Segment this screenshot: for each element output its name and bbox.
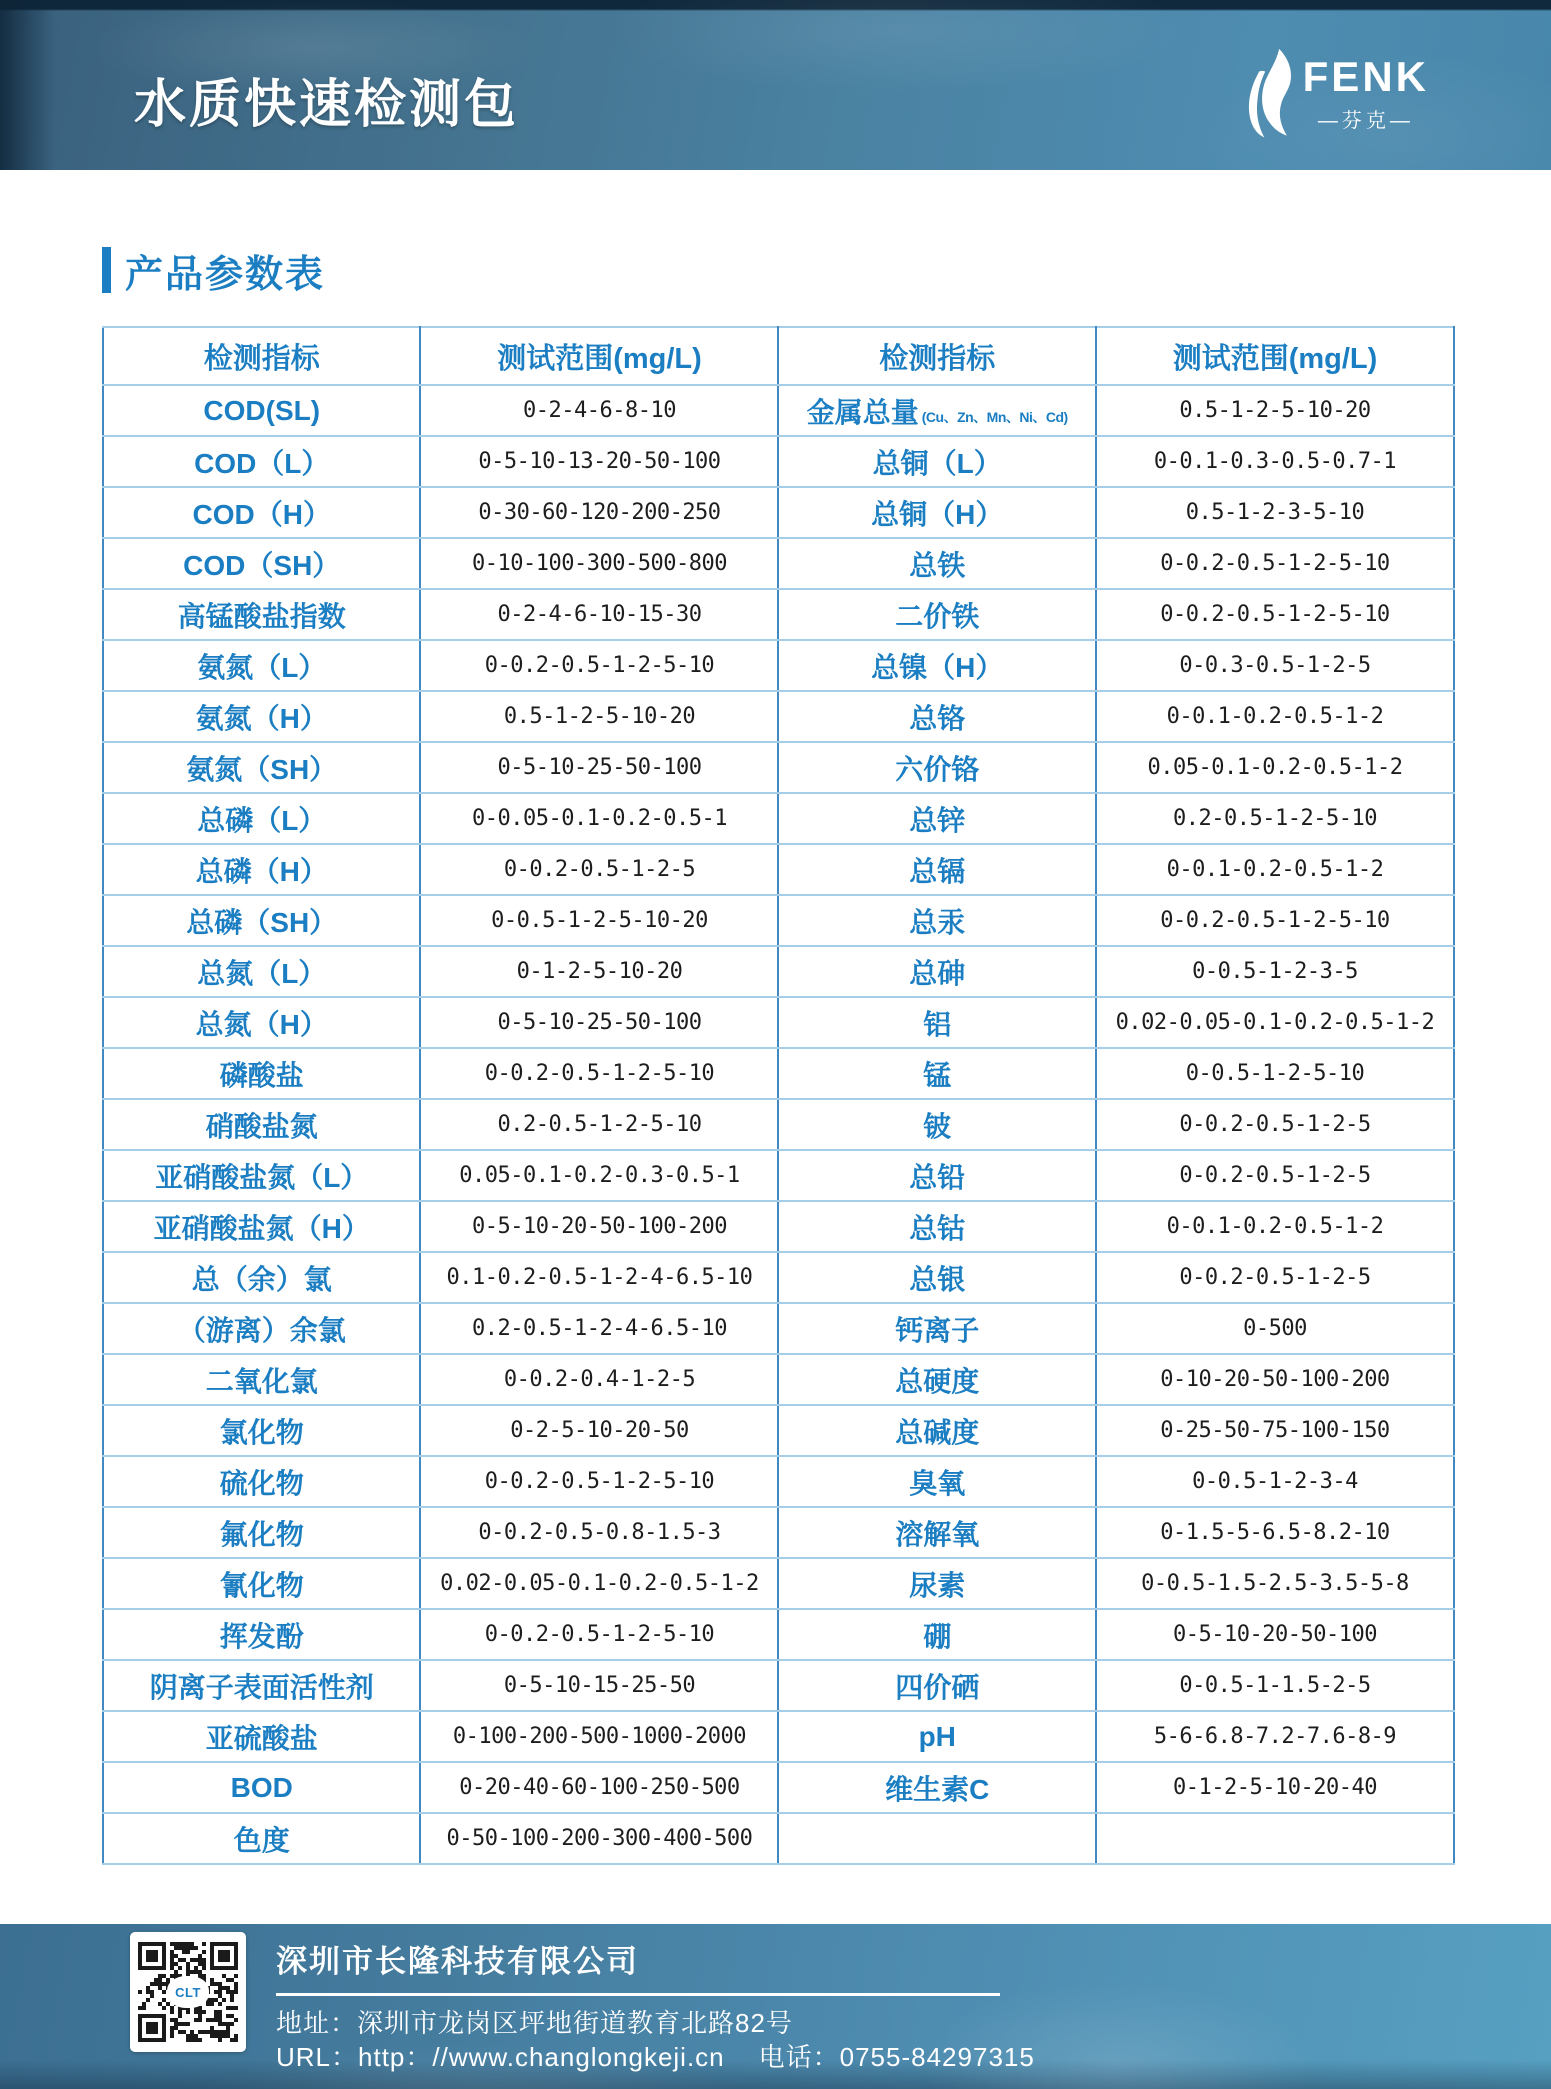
- range-cell: 0-500: [1096, 1303, 1454, 1354]
- indicator-cell: 色度: [103, 1813, 420, 1864]
- table-row: [103, 1303, 1454, 1354]
- indicator-cell: COD（H）: [103, 487, 420, 538]
- table-row: [103, 1762, 1454, 1813]
- table-row: [103, 1558, 1454, 1609]
- range-cell: 0-0.5-1-2-5-10-20: [420, 895, 778, 946]
- range-cell: 0.2-0.5-1-2-5-10: [1096, 793, 1454, 844]
- range-cell: 0-1-2-5-10-20-40: [1096, 1762, 1454, 1813]
- range-cell: 0-5-10-25-50-100: [420, 997, 778, 1048]
- range-cell: 5-6-6.8-7.2-7.6-8-9: [1096, 1711, 1454, 1762]
- indicator-cell: 总硬度: [778, 1354, 1095, 1405]
- flame-icon: [1241, 48, 1293, 140]
- table-row: [103, 1609, 1454, 1660]
- footer-banner: [0, 1924, 1551, 2089]
- indicator-cell: [778, 1813, 1095, 1864]
- table-row: [103, 691, 1454, 742]
- indicator-cell: COD（SH）: [103, 538, 420, 589]
- range-cell: 0-0.2-0.5-1-2-5-10: [420, 1609, 778, 1660]
- range-cell: 0-5-10-13-20-50-100: [420, 436, 778, 487]
- range-cell: 0-0.2-0.5-1-2-5: [1096, 1150, 1454, 1201]
- indicator-cell: 总磷（SH）: [103, 895, 420, 946]
- address-line: 地址：深圳市龙岗区坪地街道教育北路82号: [276, 2008, 793, 2038]
- table-row: [103, 1048, 1454, 1099]
- table-row: [103, 1405, 1454, 1456]
- indicator-cell: 总镉: [778, 844, 1095, 895]
- logo-name: FENK: [1302, 52, 1429, 100]
- table-row: [103, 640, 1454, 691]
- qr-code: [130, 1932, 246, 2052]
- range-cell: 0-0.5-1-2-3-4: [1096, 1456, 1454, 1507]
- range-cell: 0-2-4-6-8-10: [420, 385, 778, 436]
- range-cell: 0-1.5-5-6.5-8.2-10: [1096, 1507, 1454, 1558]
- table-row: [103, 1711, 1454, 1762]
- table-row: [103, 589, 1454, 640]
- range-cell: 0-0.2-0.5-1-2-5-10: [1096, 538, 1454, 589]
- table-row: [103, 436, 1454, 487]
- indicator-cell: BOD: [103, 1762, 420, 1813]
- section-title-block: [102, 244, 1455, 296]
- footer-content: [0, 1924, 1551, 2075]
- indicator-cell: 氰化物: [103, 1558, 420, 1609]
- indicator-cell: 总磷（L）: [103, 793, 420, 844]
- indicator-cell: pH: [778, 1711, 1095, 1762]
- indicator-cell: 尿素: [778, 1558, 1095, 1609]
- indicator-cell: 挥发酚: [103, 1609, 420, 1660]
- indicator-cell: 氨氮（SH）: [103, 742, 420, 793]
- indicator-cell: 氨氮（L）: [103, 640, 420, 691]
- indicator-cell: 总镍（H）: [778, 640, 1095, 691]
- brand-logo: [1241, 48, 1429, 140]
- table-row: [103, 1252, 1454, 1303]
- indicator-cell: 亚硝酸盐氮（L）: [103, 1150, 420, 1201]
- range-cell: 0.02-0.05-0.1-0.2-0.5-1-2: [420, 1558, 778, 1609]
- range-cell: 0-0.05-0.1-0.2-0.5-1: [420, 793, 778, 844]
- range-cell: 0-25-50-75-100-150: [1096, 1405, 1454, 1456]
- range-cell: 0.5-1-2-3-5-10: [1096, 487, 1454, 538]
- range-cell: 0-5-10-20-50-100-200: [420, 1201, 778, 1252]
- range-cell: 0-20-40-60-100-250-500: [420, 1762, 778, 1813]
- indicator-cell: 氯化物: [103, 1405, 420, 1456]
- range-cell: 0-0.2-0.5-1-2-5: [1096, 1252, 1454, 1303]
- table-row: [103, 487, 1454, 538]
- indicator-cell: 四价硒: [778, 1660, 1095, 1711]
- indicator-cell: 亚硫酸盐: [103, 1711, 420, 1762]
- table-row: [103, 895, 1454, 946]
- indicator-cell: 亚硝酸盐氮（H）: [103, 1201, 420, 1252]
- indicator-cell: 金属总量 (Cu、Zn、Mn、Ni、Cd): [778, 385, 1095, 436]
- range-cell: 0.2-0.5-1-2-5-10: [420, 1099, 778, 1150]
- indicator-cell: 维生素C: [778, 1762, 1095, 1813]
- range-cell: 0.05-0.1-0.2-0.5-1-2: [1096, 742, 1454, 793]
- indicator-cell: 总钴: [778, 1201, 1095, 1252]
- indicator-cell: 总铁: [778, 538, 1095, 589]
- table-row: [103, 946, 1454, 997]
- column-header: 检测指标: [103, 327, 420, 385]
- range-cell: 0-0.1-0.2-0.5-1-2: [1096, 691, 1454, 742]
- section-title: 产品参数表: [125, 253, 326, 296]
- footer-texts: [276, 1932, 1035, 2075]
- indicator-cell: 总铬: [778, 691, 1095, 742]
- range-cell: 0.2-0.5-1-2-4-6.5-10: [420, 1303, 778, 1354]
- indicator-cell: 总磷（H）: [103, 844, 420, 895]
- range-cell: 0-0.2-0.5-0.8-1.5-3: [420, 1507, 778, 1558]
- section-title-bar: [102, 247, 111, 293]
- indicator-cell: 钙离子: [778, 1303, 1095, 1354]
- indicator-cell: 总汞: [778, 895, 1095, 946]
- table-row: [103, 793, 1454, 844]
- table-row: [103, 1813, 1454, 1864]
- range-cell: 0-30-60-120-200-250: [420, 487, 778, 538]
- table-row: [103, 997, 1454, 1048]
- table-body: [103, 385, 1454, 1864]
- indicator-cell: 总锌: [778, 793, 1095, 844]
- indicator-cell: 氟化物: [103, 1507, 420, 1558]
- range-cell: 0-0.1-0.3-0.5-0.7-1: [1096, 436, 1454, 487]
- range-cell: 0.1-0.2-0.5-1-2-4-6.5-10: [420, 1252, 778, 1303]
- indicator-cell: 总铅: [778, 1150, 1095, 1201]
- indicator-cell: 硝酸盐氮: [103, 1099, 420, 1150]
- range-cell: 0-0.1-0.2-0.5-1-2: [1096, 844, 1454, 895]
- range-cell: 0-0.2-0.5-1-2-5-10: [420, 640, 778, 691]
- range-cell: 0-0.1-0.2-0.5-1-2: [1096, 1201, 1454, 1252]
- indicator-cell: 总氮（L）: [103, 946, 420, 997]
- indicator-cell: （游离）余氯: [103, 1303, 420, 1354]
- column-header: 测试范围(mg/L): [1096, 327, 1454, 385]
- indicator-cell: 总砷: [778, 946, 1095, 997]
- indicator-cell: 溶解氧: [778, 1507, 1095, 1558]
- table-row: [103, 1507, 1454, 1558]
- range-cell: 0-0.2-0.4-1-2-5: [420, 1354, 778, 1405]
- column-header: 测试范围(mg/L): [420, 327, 778, 385]
- indicator-cell: 总氮（H）: [103, 997, 420, 1048]
- indicator-cell: 氨氮（H）: [103, 691, 420, 742]
- indicator-cell: 总铜（L）: [778, 436, 1095, 487]
- indicator-cell: 六价铬: [778, 742, 1095, 793]
- indicator-cell: 总铜（H）: [778, 487, 1095, 538]
- qr-center-logo: CLT: [167, 1976, 209, 2008]
- range-cell: 0-10-100-300-500-800: [420, 538, 778, 589]
- logo-text-block: [1302, 52, 1429, 133]
- range-cell: 0-0.5-1-2-5-10: [1096, 1048, 1454, 1099]
- range-cell: 0-0.5-1.5-2.5-3.5-5-8: [1096, 1558, 1454, 1609]
- indicator-cell: 磷酸盐: [103, 1048, 420, 1099]
- indicator-cell: 二氧化氯: [103, 1354, 420, 1405]
- range-cell: 0-5-10-20-50-100: [1096, 1609, 1454, 1660]
- column-header: 检测指标: [778, 327, 1095, 385]
- range-cell: 0-2-5-10-20-50: [420, 1405, 778, 1456]
- range-cell: 0-0.2-0.5-1-2-5-10: [420, 1456, 778, 1507]
- range-cell: 0-50-100-200-300-400-500: [420, 1813, 778, 1864]
- range-cell: 0-0.2-0.5-1-2-5: [420, 844, 778, 895]
- indicator-cell: 铍: [778, 1099, 1095, 1150]
- indicator-cell: 总银: [778, 1252, 1095, 1303]
- phone-number: 电话：0755-84297315: [758, 2042, 1035, 2073]
- logo-subtitle: —芬克—: [1317, 109, 1414, 132]
- indicator-cell: 硼: [778, 1609, 1095, 1660]
- range-cell: 0-0.2-0.5-1-2-5-10: [420, 1048, 778, 1099]
- table-row: [103, 742, 1454, 793]
- range-cell: 0-0.5-1-2-3-5: [1096, 946, 1454, 997]
- indicator-cell: 阴离子表面活性剂: [103, 1660, 420, 1711]
- page-title: 水质快速检测包: [134, 76, 520, 134]
- indicator-cell: 总碱度: [778, 1405, 1095, 1456]
- range-cell: 0-0.5-1-1.5-2-5: [1096, 1660, 1454, 1711]
- website-url: URL：http：//www.changlongkeji.cn: [276, 2042, 725, 2073]
- range-cell: 0-0.2-0.5-1-2-5-10: [1096, 589, 1454, 640]
- table-header-row: [103, 327, 1454, 385]
- indicator-cell: COD(SL): [103, 385, 420, 436]
- indicator-cell: 锰: [778, 1048, 1095, 1099]
- contact-line: [276, 2040, 1035, 2074]
- indicator-cell: 臭氧: [778, 1456, 1095, 1507]
- footer-divider: [276, 1993, 1000, 1996]
- table-row: [103, 1660, 1454, 1711]
- range-cell: 0.5-1-2-5-10-20: [420, 691, 778, 742]
- indicator-cell: 总（余）氯: [103, 1252, 420, 1303]
- range-cell: 0.5-1-2-5-10-20: [1096, 385, 1454, 436]
- content-area: [0, 244, 1551, 1865]
- parameter-table: [102, 326, 1455, 1865]
- company-name: 深圳市长隆科技有限公司: [276, 1944, 639, 1979]
- range-cell: 0.02-0.05-0.1-0.2-0.5-1-2: [1096, 997, 1454, 1048]
- range-cell: 0-1-2-5-10-20: [420, 946, 778, 997]
- table-row: [103, 1354, 1454, 1405]
- range-cell: 0-100-200-500-1000-2000: [420, 1711, 778, 1762]
- indicator-cell: COD（L）: [103, 436, 420, 487]
- indicator-cell: 硫化物: [103, 1456, 420, 1507]
- table-row: [103, 1456, 1454, 1507]
- table-row: [103, 385, 1454, 436]
- range-cell: 0-5-10-25-50-100: [420, 742, 778, 793]
- indicator-cell: 高锰酸盐指数: [103, 589, 420, 640]
- range-cell: [1096, 1813, 1454, 1864]
- table-row: [103, 1099, 1454, 1150]
- range-cell: 0-0.2-0.5-1-2-5: [1096, 1099, 1454, 1150]
- indicator-cell: 铝: [778, 997, 1095, 1048]
- range-cell: 0.05-0.1-0.2-0.3-0.5-1: [420, 1150, 778, 1201]
- table-row: [103, 1150, 1454, 1201]
- range-cell: 0-10-20-50-100-200: [1096, 1354, 1454, 1405]
- range-cell: 0-0.2-0.5-1-2-5-10: [1096, 895, 1454, 946]
- table-row: [103, 538, 1454, 589]
- range-cell: 0-2-4-6-10-15-30: [420, 589, 778, 640]
- table-row: [103, 844, 1454, 895]
- indicator-cell: 二价铁: [778, 589, 1095, 640]
- table-row: [103, 1201, 1454, 1252]
- range-cell: 0-5-10-15-25-50: [420, 1660, 778, 1711]
- header-banner: [0, 0, 1551, 170]
- range-cell: 0-0.3-0.5-1-2-5: [1096, 640, 1454, 691]
